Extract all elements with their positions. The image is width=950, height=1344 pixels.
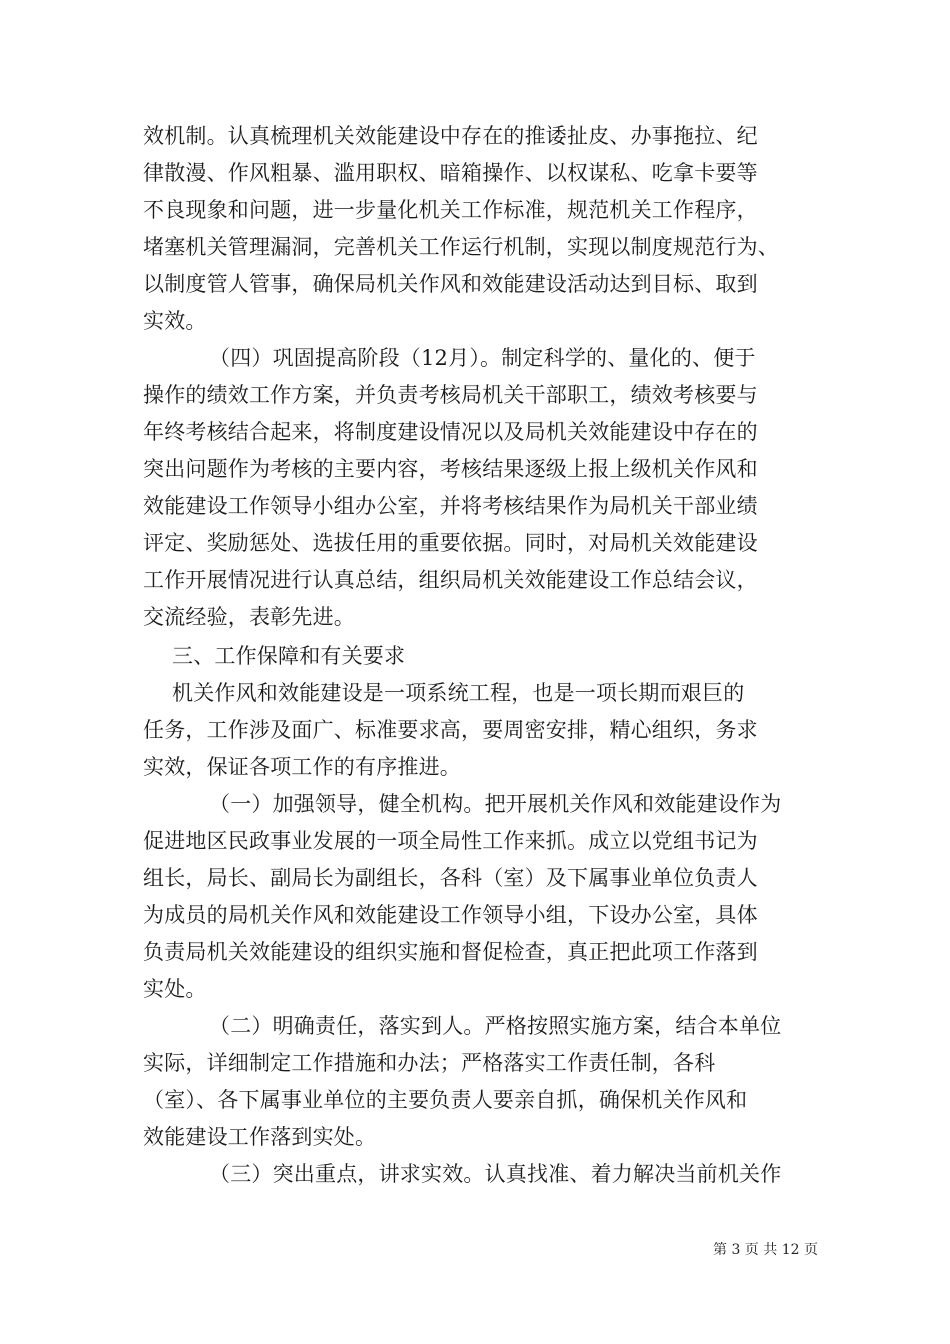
text-line: 效能建设工作领导小组办公室，并将考核结果作为局机关干部业绩	[143, 494, 758, 518]
text-line: 为成员的局机关作风和效能建设工作领导小组，下设办公室，具体	[143, 903, 758, 927]
text-line: 工作开展情况进行认真总结，组织局机关效能建设工作总结会议，	[143, 568, 758, 592]
text-line: 以制度管人管事，确保局机关作风和效能建设活动达到目标、取到	[143, 272, 758, 296]
text-line: 评定、奖励惩处、选拔任用的重要依据。同时，对局机关效能建设	[143, 531, 758, 555]
text-line: 突出问题作为考核的主要内容，考核结果逐级上报上级机关作风和	[143, 457, 758, 481]
text-line: （一）加强领导，健全机构。把开展机关作风和效能建设作为	[209, 792, 782, 816]
text-line: （三）突出重点，讲求实效。认真找准、着力解决当前机关作	[209, 1162, 782, 1186]
text-line: （二）明确责任，落实到人。严格按照实施方案，结合本单位	[209, 1014, 782, 1038]
text-line: （四）巩固提高阶段（12月）。制定科学的、量化的、便于	[209, 346, 756, 370]
text-line: 负责局机关效能建设的组织实施和督促检查，真正把此项工作落到	[143, 940, 758, 964]
text-line: 律散漫、作风粗暴、滥用职权、暗箱操作、以权谋私、吃拿卡要等	[143, 161, 758, 185]
text-line: 促进地区民政事业发展的一项全局性工作来抓。成立以党组书记为	[143, 829, 758, 853]
text-line: 实际，详细制定工作措施和办法；严格落实工作责任制，各科	[143, 1051, 716, 1075]
text-line: 实效，保证各项工作的有序推进。	[143, 755, 461, 779]
text-line: （室）、各下属事业单位的主要负责人要亲自抓，确保机关作风和	[143, 1088, 748, 1112]
text-line: 实处。	[143, 977, 207, 1001]
text-line: 年终考核结合起来，将制度建设情况以及局机关效能建设中存在的	[143, 420, 758, 444]
text-line: 组长，局长、副局长为副组长，各科（室）及下属事业单位负责人	[143, 866, 758, 890]
page-number: 第 3 页 共 12 页	[713, 1242, 818, 1258]
text-line: 不良现象和问题，进一步量化机关工作标准，规范机关工作程序，	[143, 198, 758, 222]
text-line: 机关作风和效能建设是一项系统工程，也是一项长期而艰巨的	[172, 681, 745, 705]
text-line: 实效。	[143, 309, 207, 333]
text-line: 任务，工作涉及面广、标准要求高，要周密安排，精心组织，务求	[143, 718, 758, 742]
text-line: 交流经验，表彰先进。	[143, 605, 355, 629]
text-line: 堵塞机关管理漏洞，完善机关工作运行机制，实现以制度规范行为、	[143, 235, 779, 259]
text-line: 效能建设工作落到实处。	[143, 1125, 377, 1149]
text-line: 效机制。认真梳理机关效能建设中存在的推诿扯皮、办事拖拉、纪	[143, 124, 758, 148]
text-line: 操作的绩效工作方案，并负责考核局机关干部职工，绩效考核要与	[143, 383, 758, 407]
section-heading: 三、工作保障和有关要求	[172, 644, 406, 668]
